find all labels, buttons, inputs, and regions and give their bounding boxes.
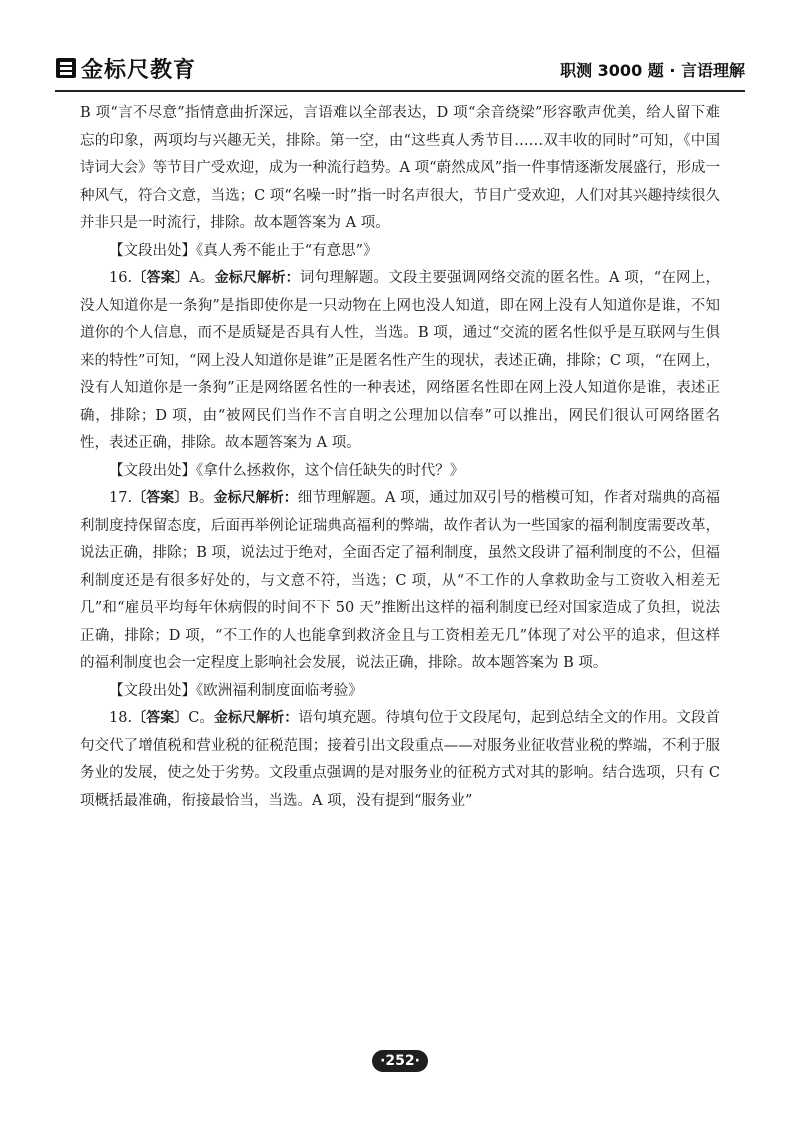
brand-logo [55, 54, 196, 82]
source-label: 【文段出处】 [109, 462, 196, 479]
answer-value: B。 [188, 490, 214, 506]
analysis-label: 金标尺解析： [214, 270, 300, 286]
q17-source [80, 678, 720, 706]
source-label: 【文段出处】 [109, 682, 196, 699]
source-label: 【文段出处】 [109, 242, 196, 259]
answer-label: 〔答案〕 [132, 490, 189, 506]
q18-paragraph [80, 705, 720, 815]
question-number: 17. [109, 490, 133, 506]
q16-source [80, 458, 720, 486]
brand-logo-icon [55, 57, 77, 79]
analysis-label: 金标尺解析： [213, 710, 299, 726]
page-number: ·252· [372, 1050, 428, 1072]
question-number: 18. [109, 710, 133, 726]
q17-paragraph [80, 485, 720, 678]
page-content [80, 100, 720, 815]
brand-name: 金标尺教育 [81, 57, 197, 83]
page-header [55, 50, 745, 92]
source-title: 《真人秀不能止于“有意思”》 [196, 242, 378, 259]
q15-continued-paragraph: B 项“言不尽意”指情意曲折深远，言语难以全部表达，D 项“余音绕梁”形容歌声优美，给人留下难忘的印象，两项均与兴趣无关，排除。第一空，由“这些真人秀节目……双丰收的同时”可知，《中国诗词大会》等节目广受欢迎，成为一种流行趋势。A 项“蔚然成风”指一件事情逐渐发展盛行，形成一种风气，符合文意，当选；C 项“名噪一时”指一时名声很大，节目广受欢迎，人们对其兴趣持续很久并非只是一时流行，排除。故本题答案为 A 项。 [80, 105, 720, 231]
answer-value: C。 [188, 710, 214, 726]
source-title: 《拿什么拯救你，这个信任缺失的时代？》 [196, 462, 465, 479]
answer-label: 〔答案〕 [132, 710, 189, 726]
analysis-label: 金标尺解析： [213, 490, 298, 506]
source-title: 《欧洲福利制度面临考验》 [196, 682, 363, 699]
answer-value: A。 [189, 270, 215, 286]
analysis-text: 细节理解题。A 项，通过加双引号的楷模可知，作者对瑞典的高福利制度持保留态度，后面再举例论证瑞典高福利的弊端，故作者认为一些国家的福利制度需要改革，说法正确，排除；B 项，说法过于绝对，全面否定了福利制度，虽然文段讲了福利制度的不公，但福利制度还是有很多好处的，与文意不符，当选；C 项，从“不工作的人拿救助金与工资收入相差无几”和“雇员平均每年休病假的时间不下 50 天”推断出这样的福利制度已经对国家造成了负担，说法正确，排除；D 项，“不工作的人也能拿到救济金且与工资相差无几”体现了对公平的追求，但这样的福利制度也会一定程度上影响社会发展，说法正确，排除。故本题答案为 B 项。 [80, 490, 721, 671]
q16-paragraph [80, 265, 720, 458]
book-title: 职测 3000 题 · 言语理解 [560, 61, 745, 80]
analysis-text: 词句理解题。文段主要强调网络交流的匿名性。A 项，“在网上，没人知道你是一条狗”是指即使你是一只动物在上网也没人知道，即在网上没有人知道你是谁，不知道你的个人信息，而不是质疑是否具有人性，当选。B 项，通过“交流的匿名性似乎是互联网与生俱来的特性”可知，“网上没人知道你是谁”正是匿名性产生的现状，表述正确，排除；C 项，“在网上，没有人知道你是一条狗”正是网络匿名性的一种表述，网络匿名性即在网上没人知道你是谁，表述正确，排除；D 项，由“被网民们当作不言自明之公理加以信奉”可以推出，网民们很认可网络匿名性，表述正确，排除。故本题答案为 A 项。 [80, 270, 720, 451]
question-number: 16. [109, 270, 133, 286]
analysis-text: 语句填充题。待填句位于文段尾句，起到总结全文的作用。文段首句交代了增值税和营业税的征税范围；接着引出文段重点——对服务业征收营业税的弊端，不利于服务业的发展，使之处于劣势。文段重点强调的是对服务业的征税方式对其的影响。结合选项，只有 C 项概括最准确，衔接最恰当，当选。A 项，没有提到“服务业” [80, 710, 721, 809]
q15-source [80, 238, 720, 266]
answer-label: 〔答案〕 [132, 270, 190, 286]
